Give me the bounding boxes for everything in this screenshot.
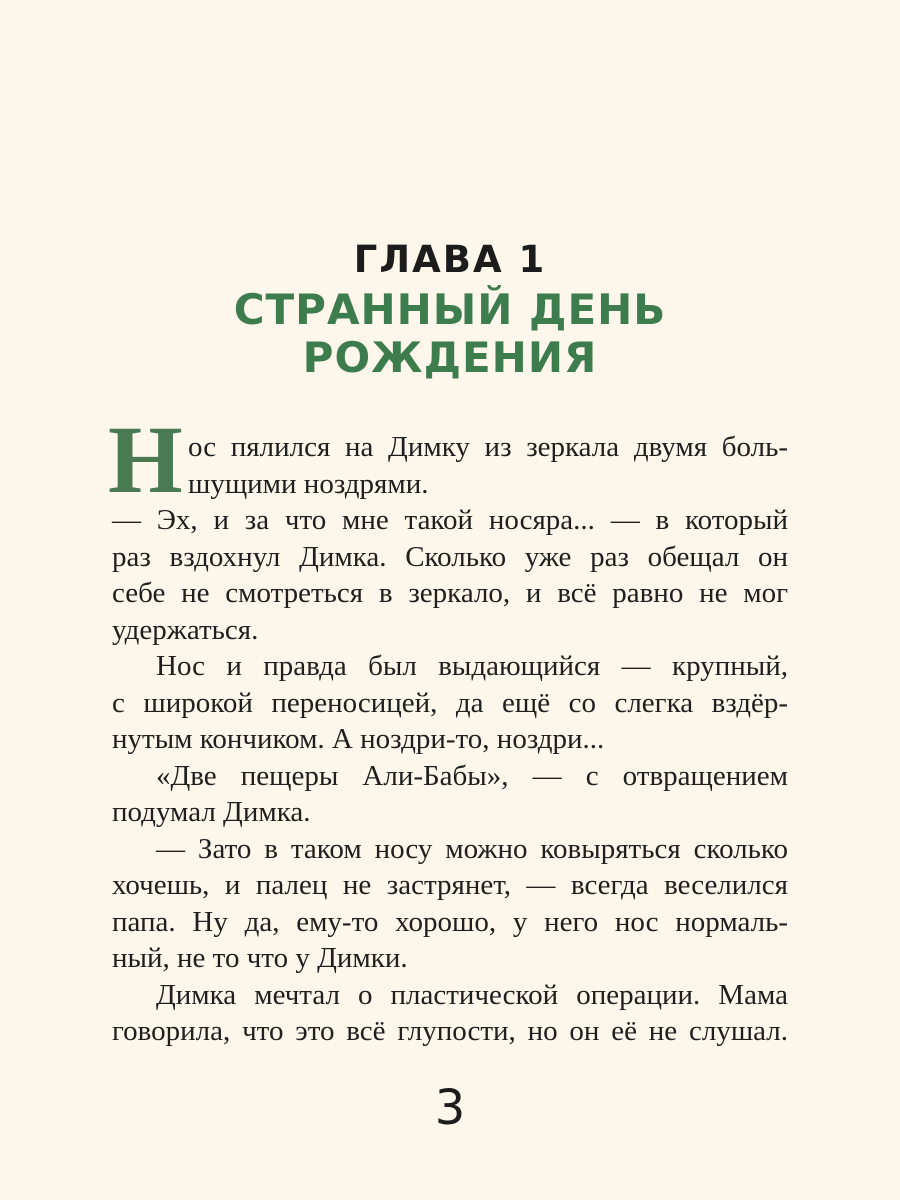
paragraph <box>112 831 788 977</box>
text-line: — Эх, и за что мне такой носяра... — в который <box>112 504 788 536</box>
text-line: — Зато в таком носу можно ковыряться сколько <box>156 832 788 865</box>
text-line: папа. Ну да, ему-то хорошо, у него нос нормаль- <box>112 905 788 938</box>
text-line: Димка мечтал о пластической операции. Мама <box>156 978 788 1011</box>
text-line: «Две пещеры Али-Бабы», — с отвращением <box>156 759 788 792</box>
text-line: удержаться. <box>112 613 259 646</box>
chapter-title <box>0 286 900 382</box>
page-number: 3 <box>434 1080 466 1136</box>
paragraph <box>112 648 788 758</box>
text-line: хочешь, и палец не застрянет, — всегда веселился <box>112 869 788 901</box>
text-line: Нос и правда был выдающийся — крупный, <box>156 650 788 682</box>
chapter-title-line-1: СТРАННЫЙ ДЕНЬ <box>233 285 667 334</box>
dropcap-box <box>108 406 188 513</box>
text-line: с широкой переносицей, да ещё со слегка вздёр- <box>112 686 788 719</box>
paragraph <box>108 406 788 513</box>
body-text <box>108 406 788 1050</box>
text-line: нутым кончиком. А ноздри-то, ноздри... <box>112 723 605 755</box>
text-line: шущими ноздрями. <box>188 467 429 500</box>
text-line: себе не смотреться в зеркало, и всё равно не мог <box>112 577 788 609</box>
dropcap-letter: Н <box>108 406 183 513</box>
chapter-title-line-2: РОЖДЕНИЯ <box>302 333 598 382</box>
dropcap-paragraph-lines <box>188 429 788 502</box>
paragraph <box>112 977 788 1050</box>
text-line: говорила, что это всё глупости, но он её не слушал. <box>112 1015 788 1047</box>
paragraph <box>112 758 788 831</box>
chapter-label: ГЛАВА 1 <box>353 238 547 281</box>
text-line: ос пялился на Димку из зеркала двумя боль- <box>188 431 788 463</box>
text-line: ный, не то что у Димки. <box>112 942 408 974</box>
text-line: подумал Димка. <box>112 796 311 828</box>
text-line: раз вздохнул Димка. Сколько уже раз обещал он <box>112 540 788 573</box>
paragraph <box>112 502 788 648</box>
